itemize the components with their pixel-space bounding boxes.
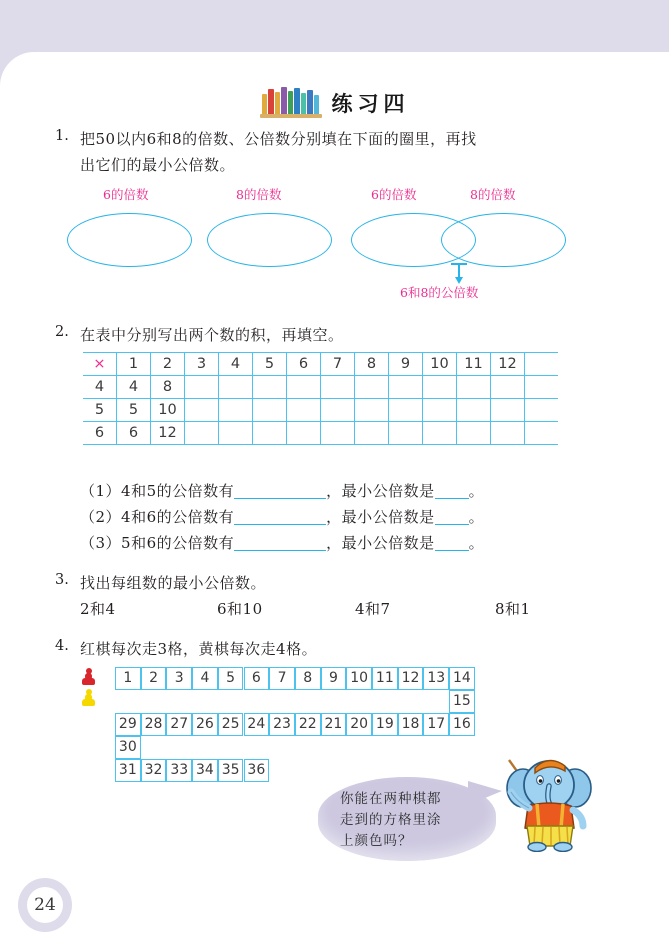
question-2-blank-row-3 [80,530,484,556]
table-row [83,353,558,376]
board-cell[interactable]: 2 [141,667,167,690]
table-cell[interactable] [321,376,355,399]
blank-row-1-end: 。 [468,482,485,500]
table-header-cell [525,353,559,376]
blank-row-1-input-1[interactable] [234,498,326,499]
board-cell[interactable]: 17 [423,713,449,736]
table-header-cell: 9 [389,353,423,376]
blank-row-2-label: （2）4和6的公倍数有 [80,508,235,526]
question-2-blank-row-2 [80,504,484,530]
table-cell[interactable] [457,376,491,399]
question-3-pair-2: 6和10 [217,600,263,618]
venn-label-overlap-6: 6的倍数 [371,187,417,202]
question-2-blank-row-1 [80,478,484,504]
table-cell[interactable] [287,376,321,399]
table-header-cell: × [83,353,117,376]
table-cell[interactable] [491,376,525,399]
board-cell[interactable]: 30 [115,736,141,759]
board-cell[interactable]: 35 [218,759,244,782]
table-header-cell: 10 [423,353,457,376]
board-cell[interactable]: 16 [449,713,475,736]
board-cell[interactable]: 12 [398,667,424,690]
venn-circle-overlap-right [441,213,566,267]
speech-bubble-text [340,789,485,852]
venn-label-left-8: 8的倍数 [236,187,282,202]
table-header-cell: 5 [253,353,287,376]
venn-label-overlap-8: 8的倍数 [470,187,516,202]
table-cell[interactable] [219,399,253,422]
table-cell[interactable] [355,399,389,422]
table-cell[interactable] [423,376,457,399]
board-cell[interactable]: 5 [218,667,244,690]
page-top-band [0,0,669,52]
table-cell[interactable] [389,376,423,399]
board-cell[interactable]: 4 [192,667,218,690]
table-cell[interactable] [389,399,423,422]
board-cell[interactable]: 23 [269,713,295,736]
table-row [83,422,558,445]
table-header-cell: 7 [321,353,355,376]
board-cell[interactable]: 19 [372,713,398,736]
table-cell[interactable] [525,399,559,422]
board-cell[interactable]: 32 [141,759,167,782]
blank-row-2-end: 。 [468,508,485,526]
table-cell[interactable] [253,399,287,422]
board-cell[interactable]: 36 [244,759,270,782]
blank-row-2-input-2[interactable] [435,524,469,525]
board-cell[interactable]: 13 [423,667,449,690]
page-number: 24 [34,895,56,915]
board-cell[interactable]: 15 [449,690,475,713]
table-cell[interactable] [423,399,457,422]
board-cell[interactable]: 20 [346,713,372,736]
venn-circle-multiples-of-6 [67,213,192,267]
question-3-pair-3: 4和7 [355,600,391,618]
table-header-cell: 2 [151,353,185,376]
table-cell[interactable]: 6 [117,422,151,445]
board-cell[interactable]: 7 [269,667,295,690]
question-2-number: 2. [55,324,69,340]
table-cell[interactable] [389,422,423,445]
question-2-line-1: 在表中分别写出两个数的积，再填空。 [80,326,344,344]
table-cell[interactable] [525,376,559,399]
table-header-cell: 8 [355,353,389,376]
board-cell[interactable]: 33 [166,759,192,782]
table-row [83,399,558,422]
board-cell[interactable]: 9 [321,667,347,690]
board-cell[interactable]: 8 [295,667,321,690]
table-cell[interactable] [525,422,559,445]
table-cell[interactable]: 5 [117,399,151,422]
table-cell[interactable] [355,376,389,399]
table-header-cell: 4 [219,353,253,376]
blank-row-2-input-1[interactable] [234,524,326,525]
board-cell[interactable]: 22 [295,713,321,736]
blank-row-3-label: （3）5和6的公倍数有 [80,534,235,552]
table-row [83,376,558,399]
table-cell[interactable] [321,422,355,445]
table-cell[interactable]: 12 [151,422,185,445]
table-cell[interactable]: 8 [151,376,185,399]
blank-row-2-mid: ，最小公倍数是 [326,508,435,526]
table-cell: 5 [83,399,117,422]
table-cell: 4 [83,376,117,399]
question-3-pair-1: 2和4 [80,600,116,618]
table-cell[interactable] [321,399,355,422]
table-cell[interactable] [491,399,525,422]
table-cell[interactable] [253,422,287,445]
table-cell[interactable]: 4 [117,376,151,399]
table-header-cell: 6 [287,353,321,376]
yellow-pawn-icon [82,689,95,706]
question-4-number: 4. [55,638,69,654]
blank-row-1-input-2[interactable] [435,498,469,499]
board-cell[interactable]: 6 [244,667,270,690]
question-1-line-1: 把50以内6和8的倍数、公倍数分别填在下面的圈里，再找 [80,130,477,148]
bubble-line-2: 走到的方格里涂 [340,812,442,828]
table-header-cell: 12 [491,353,525,376]
board-cell[interactable]: 14 [449,667,475,690]
red-pawn-icon [82,668,95,685]
bubble-line-1: 你能在两种棋都 [340,791,442,807]
table-cell[interactable] [457,399,491,422]
board-cell[interactable]: 29 [115,713,141,736]
board-cell[interactable]: 26 [192,713,218,736]
board-cell[interactable]: 10 [346,667,372,690]
board-cell[interactable]: 27 [166,713,192,736]
table-header-cell: 1 [117,353,151,376]
blank-row-3-input-1[interactable] [234,550,326,551]
bookshelf-icon [260,86,322,118]
question-3-pair-4: 8和1 [495,600,531,618]
table-cell[interactable] [253,376,287,399]
elephant-mascot-svg [495,752,605,852]
board-cell[interactable]: 11 [372,667,398,690]
table-cell[interactable] [219,422,253,445]
board-cell[interactable]: 34 [192,759,218,782]
board-cell[interactable]: 18 [398,713,424,736]
question-4-line-1: 红棋每次走3格，黄棋每次走4格。 [80,640,318,658]
table-cell[interactable] [185,422,219,445]
board-cell[interactable]: 3 [166,667,192,690]
question-3-line-1: 找出每组数的最小公倍数。 [80,574,267,592]
venn-diagram-group [55,185,635,305]
table-header-cell: 11 [457,353,491,376]
bubble-line-3: 上颜色吗？ [340,833,413,849]
table-cell[interactable] [219,376,253,399]
table-cell: 6 [83,422,117,445]
board-cell[interactable]: 21 [321,713,347,736]
table-cell[interactable] [287,422,321,445]
table-header-cell: 3 [185,353,219,376]
table-cell[interactable] [457,422,491,445]
table-cell[interactable] [423,422,457,445]
venn-label-common-multiples: 6和8的公倍数 [400,285,479,300]
board-cell[interactable]: 31 [115,759,141,782]
question-1-line-2: 出它们的最小公倍数。 [80,156,236,174]
board-cell[interactable]: 24 [244,713,270,736]
blank-row-1-label: （1）4和5的公倍数有 [80,482,235,500]
venn-arrow-line [458,263,460,278]
multiplication-table [83,352,558,445]
elephant-mascot [495,752,605,852]
board-cell[interactable]: 28 [141,713,167,736]
blank-row-1-mid: ，最小公倍数是 [326,482,435,500]
table-cell[interactable] [491,422,525,445]
board-cell[interactable]: 1 [115,667,141,690]
venn-label-left-6: 6的倍数 [103,187,149,202]
table-cell[interactable] [355,422,389,445]
table-cell[interactable]: 10 [151,399,185,422]
question-3-number: 3. [55,572,69,588]
blank-row-3-input-2[interactable] [435,550,469,551]
table-cell[interactable] [185,399,219,422]
table-cell[interactable] [287,399,321,422]
venn-circle-multiples-of-8 [207,213,332,267]
table-cell[interactable] [185,376,219,399]
board-cell[interactable]: 25 [218,713,244,736]
page-header [0,76,669,118]
blank-row-3-end: 。 [468,534,485,552]
blank-row-3-mid: ，最小公倍数是 [326,534,435,552]
page-title: 练习四 [331,92,410,116]
question-1-number: 1. [55,128,69,144]
